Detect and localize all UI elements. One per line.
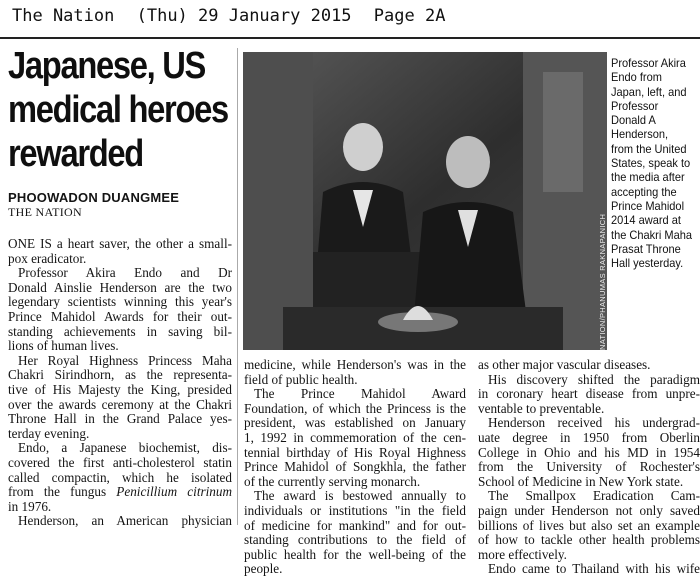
article-column-1	[8, 237, 232, 529]
text-line: in 1976.	[8, 498, 52, 514]
text-line: The Prince Mahidol Award	[254, 386, 466, 402]
text-line: legendary scientists winning this year's	[8, 294, 232, 310]
text-line: medicine, while Henderson's was in the	[244, 357, 466, 372]
headline-line: rewarded	[8, 133, 143, 175]
headline-line: Japanese, US	[8, 45, 206, 87]
text-line: Endo came to Thailand with his wife	[488, 561, 700, 577]
text-line: Henderson, an American physician	[18, 513, 232, 529]
text-line: Her Royal Highness Princess Maha	[18, 352, 232, 368]
text-line: 1, 1992 in commemoration of the cen-	[244, 429, 466, 445]
text-line: Endo, a Japanese biochemist, dis-	[18, 440, 232, 456]
text-line: paign under Henderson not only saved	[478, 502, 700, 518]
caption-line: Professor	[611, 98, 659, 113]
text-line: from the University of Rochester's	[478, 459, 700, 475]
text-line: president, was established on January	[244, 415, 466, 431]
caption-line: Hall yesterday.	[611, 256, 684, 271]
text-line: standing contributions to the field of	[244, 532, 466, 548]
caption-line: accepting the	[611, 184, 677, 199]
text-line: tive of His Majesty the King, presided	[8, 381, 232, 397]
news-photo	[243, 52, 607, 350]
text-line: field of public health.	[244, 371, 358, 387]
caption-line: Endo from	[611, 70, 662, 85]
caption-line: Professor Akira	[611, 56, 686, 70]
caption-line: Henderson,	[611, 127, 669, 142]
text-line: individuals or institutions "in the field	[244, 502, 466, 518]
text-line: Chakri Sirindhorn, as the representa-	[8, 367, 232, 383]
caption-line: Japan, left, and	[611, 84, 687, 99]
text-line: from the fungus Penicillium citrinum	[8, 484, 232, 500]
text-line: School of Medicine in New York state.	[478, 473, 684, 489]
text-line: Donald Ainslie Henderson are the two	[8, 279, 232, 295]
text-line: Prince Mahidol of Songkhla, the father	[244, 459, 466, 475]
article-column-2	[244, 358, 466, 577]
byline-source: THE NATION	[8, 205, 82, 219]
text-line: Prince Mahidol Awards for their out-	[8, 308, 232, 324]
caption-line: States, speak to	[611, 156, 691, 171]
caption-line: the media after	[611, 170, 685, 185]
text-line: of how to tackle other health problems	[478, 532, 700, 548]
text-line: Foundation, of which the Princess is the	[244, 400, 466, 416]
text-line: terday evening.	[8, 425, 90, 441]
issue-date: (Thu) 29 January 2015	[136, 6, 352, 26]
text-line: as other major vascular diseases.	[478, 357, 651, 372]
text-line: billions of lives but also set an example	[478, 517, 700, 533]
text-line: uate degree in 1950 from Oberlin	[478, 429, 700, 445]
text-line: over the awards ceremony at the Chakri	[8, 396, 232, 412]
byline: PHOOWADON DUANGMEE	[8, 190, 180, 205]
caption-line: 2014 award at	[611, 213, 681, 228]
text-line: ONE IS a heart saver, the other a small-	[8, 236, 232, 251]
text-line: ventable to preventable.	[478, 400, 605, 416]
photo-illustration	[243, 52, 607, 350]
text-line: public health for the well-being of the	[244, 546, 466, 562]
page-number: Page 2A	[373, 6, 446, 26]
text-line: standing achievements in saving bil-	[8, 323, 232, 339]
text-line: more effectively.	[478, 546, 567, 562]
paper-name: The Nation	[12, 6, 115, 26]
photo-caption	[611, 56, 694, 270]
masthead	[12, 3, 700, 29]
text-line: called compactin, which he isolated	[8, 469, 232, 485]
text-line: His discovery shifted the paradigm	[488, 371, 700, 387]
text-line: Throne Hall in the Grand Palace yes-	[8, 411, 232, 427]
headline	[8, 44, 228, 176]
text-line: The Smallpox Eradication Cam-	[488, 488, 700, 504]
text-line: lions of human lives.	[8, 338, 119, 354]
headline-line: medical heroes	[8, 89, 228, 131]
text-line: pox eradicator.	[8, 250, 87, 266]
text-line: in coronary heart disease from unpre-	[478, 386, 700, 402]
caption-line: the Chakri Maha	[611, 227, 693, 242]
photo-credit: NATION/PHANUMAS RAKNAPANICH	[598, 213, 607, 350]
masthead-rule	[0, 37, 700, 39]
caption-line: Prince Mahidol	[611, 198, 685, 213]
text-line: The award is bestowed annually to	[254, 488, 466, 504]
article-column-3	[478, 358, 700, 577]
caption-line: Donald A	[611, 113, 656, 128]
text-line: Professor Akira Endo and Dr	[18, 265, 232, 281]
caption-line: Prasat Throne	[611, 241, 681, 256]
text-line: of medicine for mankind" and for out-	[244, 517, 466, 533]
caption-line: from the United	[611, 141, 687, 156]
text-line: covered the first anti-cholesterol statin	[8, 454, 232, 470]
text-line: tennial birthday of His Royal Highness	[244, 444, 466, 460]
text-line: people.	[244, 561, 283, 577]
text-line: of the currently serving monarch.	[244, 473, 421, 489]
text-line: Henderson received his undergrad-	[488, 415, 700, 431]
text-line: College in Ohio and his MD in 1954	[478, 444, 700, 460]
column-divider	[237, 48, 238, 525]
